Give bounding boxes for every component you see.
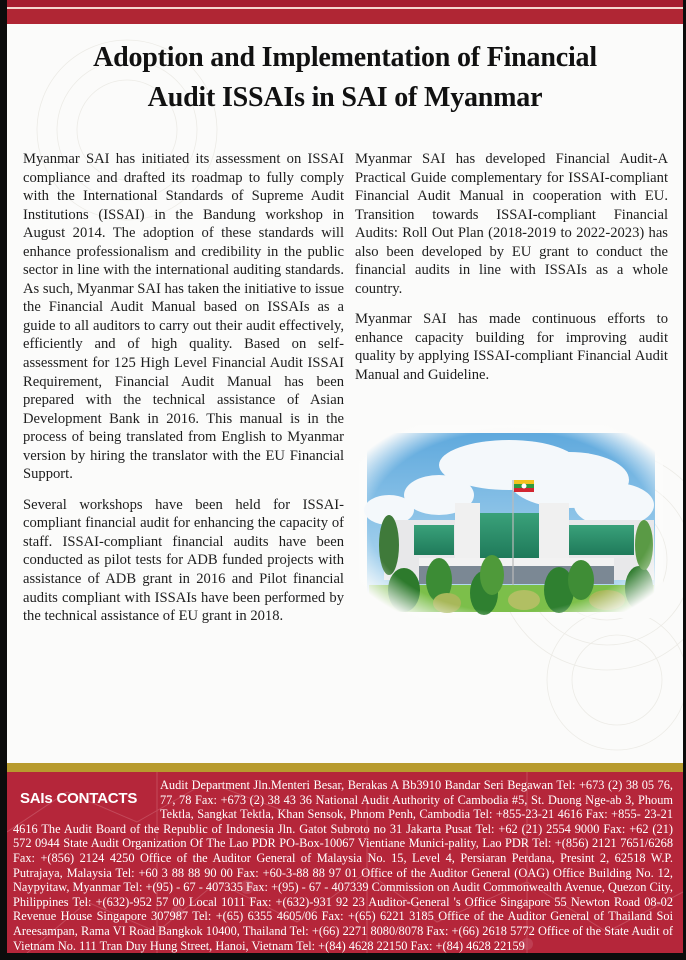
right-column	[355, 150, 668, 397]
paragraph: Several workshops have been held for ISSAI-compliant financial audit for enhancing the capacity of staff. ISSAI-compliant financial audits have been conducted as pilot tests for ADB funded projects with assistance of ADB grant in 2016 and Pilot financial audits compliant with ISSAIs have been performed by the technical assistance of EU grant in 2018.	[23, 496, 344, 625]
title-line-2: Audit ISSAIs in SAI of Myanmar	[147, 82, 543, 113]
paragraph: Myanmar SAI has initiated its assessment on ISSAI compliance and drafted its roadmap to fully comply with the International Standards of Supreme Audit Institutions (ISSAI) in the Bandung workshop in August 2014. The adoption of these standards will enhance professionalism and credibility in the public sector in line with the international auditing standards. As such, Myanmar SAI has taken the initiative to issue the Financial Audit Manual based on ISSAIs as a guide to all auditors to carry out their audit effectively, efficiently and of high quality. Based on self-assessment for 125 High Level Financial Audit ISSAI Requirement, Financial Audit Manual has been prepared with the technical assistance of Asian Development Bank in 2016. This manual is in the process of being translated from English to Myanmar version by hiring the translator with the EU Financial Support.	[23, 151, 345, 483]
paragraph: Myanmar SAI has made continuous efforts to enhance capacity building for improving audit quality by applying ISSAI-compliant Financial Audit Manual and Guideline.	[355, 311, 668, 384]
building-photo	[359, 425, 663, 618]
title-line-1: Adoption and Implementation of Financial	[93, 42, 597, 73]
page-title	[7, 38, 683, 118]
contacts-footer	[7, 772, 683, 953]
contacts-heading: SAIs CONTACTS	[20, 790, 138, 807]
paragraph: Myanmar SAI has developed Financial Audit-A Practical Guide complementary for ISSAI-compliant Financial Audit Manual in cooperation with EU. Transition towards ISSAI-compliant Financial Audits: Roll Out Plan (2018-2019 to 2022-2023) has also been developed by EU grant to conduct the financial audits in line with ISSAIs as a whole country.	[355, 151, 668, 297]
left-column	[23, 150, 344, 638]
document-page	[7, 0, 683, 953]
header-band-top	[7, 0, 683, 7]
footer-gold-strip	[7, 763, 683, 772]
contacts-text: Audit Department Jln.Menteri Besar, Berakas A Bb3910 Bandar Seri Begawan Tel: +673 (2) 38 05 76, 77, 78 Fax: +673 (2) 38 43 36 National Audit Authority of Cambodia #5, St. Duong Nge-ab 3, Phoum Tektla, Sangkat Tektla, Khan Sensok, Phnom Penh, Cambodia Tel: +855-23-21 4616 Fax: +855- 23-21 4616 The Audit Board of the Republic of Indonesia Jln. Gatot Subroto no 31 Jakarta Pusat Tel: +62 (21) 2554 9000 Fax: +62 (21) 572 0944 State Audit Organization Of The Lao PDR PO-Box-10067 Vientiane Munici-pality, Lao PDR Tel: +(856) 2121 7651/6268 Fax: +(856) 2124 4250 Office of the Auditor General of Malaysia No. 15, Level 4, Persiaran Perdana, Presint 2, 62518 W.P. Putrajaya, Malaysia Tel: +60 3 88 88 90 00 Fax: +60-3-88 88 97 01 Office of the Auditor General (OAG) Office Building No. 12, Naypyitaw, Myanmar Tel: +(95) - 67 - 407335 Fax: +(95) - 67 - 407339 Commission on Audit Commonwealth Avenue, Quezon City, Philippines Tel: +(632)-952 57 00 Local 1011 Fax: +(632)-931 92 23 Auditor-General 's Office Singapore 55 Newton Road 08-02 Revenue House Singapore 307987 Tel: +(65) 6355 4605/06 Fax: +(65) 6221 3185 Office of the Auditor General of Thailand Soi Areesampan, Rama VI Road Bangkok 10400, Thailand Tel: +(66) 2271 8080/8078 Fax: +(66) 2618 5772 Office of the State Audit of Vietnam No. 111 Tran Duy Hung Street, Hanoi, Vietnam Tel: +(84) 4628 22150 Fax: +(84) 4628 22159	[13, 778, 673, 953]
header-band	[7, 9, 683, 24]
